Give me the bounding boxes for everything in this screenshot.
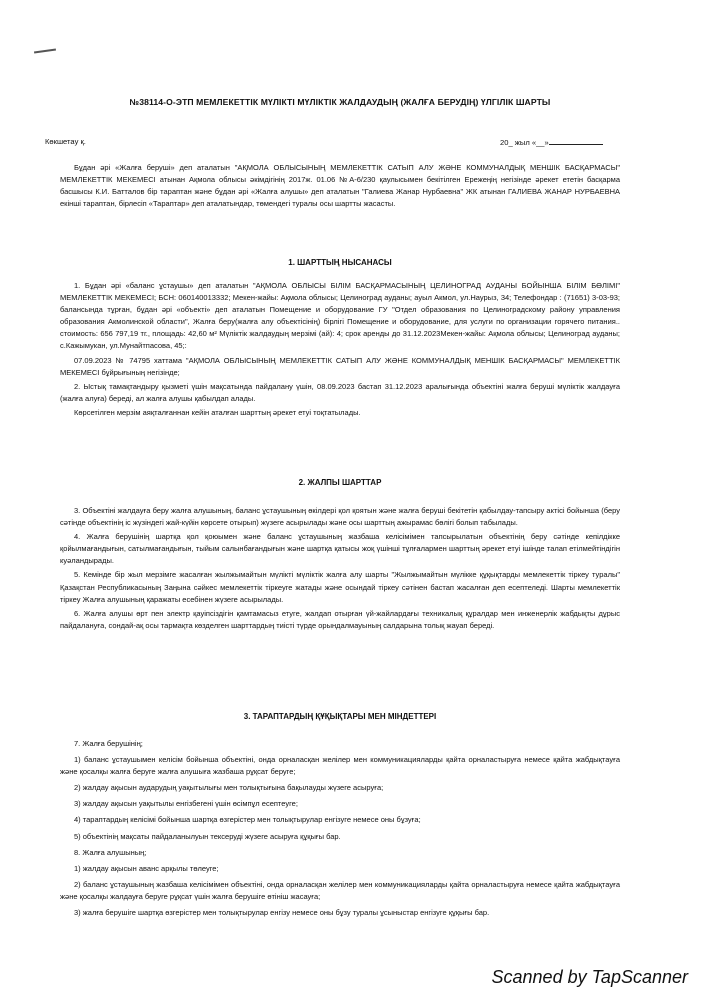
- section-1-body: [60, 280, 620, 421]
- rights-item: 1) жалдау ақысын аванс арқылы төлеуге;: [74, 863, 219, 873]
- clause-2-term-end: Көрсетілген мерзім аяқталғаннан кейін аталған шарттың әрекет етуі тоқтатылады.: [74, 407, 361, 417]
- clause-3: 3. Объектіні жалдауға беру жалға алушының, баланс ұстаушының өкілдері қол қоятын және жалға беруші бекітетін қабылдау-тапсыру актісі бойынша (беру сәтінде объектінің іс жүзіндегі жай-күйін көрсете отырып) жүзеге асырылады және осы шарттың ажырамас бөлігі болып табылады.: [60, 506, 620, 528]
- date-line: [500, 137, 603, 147]
- clause-2: 2. Ыстық тамақтандыру қызметі үшін мақсатында пайдалану үшін, 08.09.2023 бастап 31.12.2023 аралығында объектіні жалға беруші мүліктік жалдауға (жалға алуға) береді, ал жалға алушы қабылдап алады.: [60, 381, 620, 403]
- clause-5: 5. Кемінде бір жыл мерзімге жасалған жылжымайтын мүлікті мүліктік жалға алу шарты "Жылжымайтын мүлікке құқықтарды мемлекеттік тіркеу туралы" Қазақстан Республикасының Заңына сәйкес мемлекеттік тіркеуге жатады және осындай тіркеу сәтінен бастап жасалған деп есептеледі. Шарты мемлекеттік тіркеу Жалға алушының қаражаты есебінен жүзеге асырылады.: [60, 570, 620, 604]
- section-2-body: [60, 505, 620, 634]
- city-label: Көкшетау қ.: [45, 137, 86, 146]
- section-2-heading: 2. ЖАЛПЫ ШАРТТАР: [298, 478, 382, 487]
- rights-item: 7. Жалға берушінің;: [74, 739, 143, 748]
- scanner-watermark: Scanned by TapScanner: [491, 967, 688, 987]
- section-3-body: [60, 738, 620, 923]
- rights-item: 2) баланс ұстаушының жазбаша келісімімен объектіні, онда орналасқан желілер мен коммуникацияларды қайта орналастыруға немесе қайта жабдықтауға және қосалқы жалдауға беруге рұқсат үшін жалға берушіге өтініш жасауға;: [60, 879, 620, 901]
- rights-item: 4) тараптардың келісімі бойынша шартқа өзгерістер мен толықтырулар енгізуге немесе оны бұзуға;: [74, 815, 421, 825]
- clause-1: 1. Бұдан әрі «баланс ұстаушы» деп аталатын "АҚМОЛА ОБЛЫСЫ БІЛІМ БАСҚАРМАСЫНЫҢ ЦЕЛИНОГРАД АУДАНЫ БОЙЫНША БІЛІМ БӨЛІМІ" МЕМЛЕКЕТТІК МЕКЕМЕСІ; БСН: 060140013332; Мекен-жайы: Ақмола облысы; Целиноград ауданы; ауыл Акмол, ул.Наурыз, 34; Телефондар : (71651) 3-03-93; балансында тұрған, бұдан әрі «объекті» деп аталатын Помещение и оборудование ГУ "Отдел образования по Целиноградскому району управления образования Акмолинской области", Жалға беру(жалға алу объектісінің) бірлігі Помещение и оборудование, для услуги по организации горячего питания.. стоимость: 656 797,19 тг., площадь: 42,60 м² Мүліктік жалдаудың мерзімі (ай): 4; срок аренды до 31.12.2023Мекен-жайы: Ақмола облысы; Целиноград ауданы; с.Кажымукан, ул.Мунайтпасова, 45;:: [60, 281, 620, 351]
- intro-paragraph: [60, 162, 620, 212]
- rights-item: 3) жалға берушіге шартқа өзгерістер мен толықтырулар енгізу немесе оны бұзу туралы ұсыныстар енгізуге құқығы бар.: [74, 908, 490, 918]
- date-text: 20_ жыл «__»: [500, 138, 549, 147]
- date-blank: [549, 137, 603, 145]
- rights-item: 8. Жалға алушының;: [74, 847, 147, 857]
- clause-6: 6. Жалға алушы өрт пен электр қауіпсіздігін қамтамасыз етуге, жалдап отырған үй-жайлардағы техникалық құралдар мен инженерлік жабдықты дұрыс пайдалануға, сондай-ақ осы тармақта көзделген шарттардың тиісті түрде орындалмауының салдарына толық жауап береді.: [60, 608, 620, 630]
- intro-text: Бұдан әрі «Жалға беруші» деп аталатын "АҚМОЛА ОБЛЫСЫНЫҢ МЕМЛЕКЕТТІК САТЫП АЛУ ЖӘНЕ КОММУНАЛДЫҚ МЕНШІК БАСҚАРМАСЫ" МЕМЛЕКЕТТІК МЕКЕМЕСІ атынан Ақмола облысы әкімдігінің 2017ж. 01.06 №А-6/230 қаулысымен бекітілген Ережеңің негізінде әрекет ететін басқарма басшысы К.И. Батталов бір тараптан және бұдан әрі «Жалға алушы» деп аталатын "Галиева Жанар Нурбаевна" ЖК атынан ГАЛИЕВА ЖАНАР НУРБАЕВНА екінші тараптан, бірлесіп «Тараптар» деп аталатындар, төмендегі туралы осы шартты жасасты.: [60, 163, 620, 209]
- rights-item: 1) баланс ұстаушымен келісім бойынша объектіні, онда орналасқан желілер мен коммуникацияларды қайта орналастыруға немесе қайта жабдықтауға және қосалқы жалға беруге жалға алушыға жазбаша рұқсат беруге;: [60, 755, 620, 777]
- clause-4: 4. Жалға берушінің шартқа қол қоюымен және баланс ұстаушының жазбаша келісімімен тапсырылатын объектінің беру сәтінде кепілдікке қойылмағандығын, сатылмағандығын, тыйым салынбағандығын және шартқа қатысы жоқ үшінші тұлғалармен шарттың әрекет етуі ішінде талап етілмейтіндігін куәландырады.: [60, 532, 620, 566]
- section-3-heading: 3. ТАРАПТАРДЫҢ ҚҰҚЫҚТАРЫ МЕН МІНДЕТТЕРІ: [243, 712, 437, 721]
- pen-mark: [34, 48, 56, 53]
- section-1-heading: 1. ШАРТТЫҢ НЫСАНАСЫ: [288, 258, 392, 267]
- rights-item: 5) объектінің мақсаты пайдаланылуын тексеруді жүзеге асыруға құқығы бар.: [74, 831, 341, 841]
- rights-item: 2) жалдау ақысын аударудың уақытылығы мен толықтығына бақылауды жүзеге асыруға;: [74, 783, 384, 793]
- clause-1-basis: 07.09.2023 № 74795 хаттама "АҚМОЛА ОБЛЫСЫНЫҢ МЕМЛЕКЕТТІК САТЫП АЛУ ЖӘНЕ КОММУНАЛДЫҚ МЕНШІК БАСҚАРМАСЫ" МЕМЛЕКЕТТІК МЕКЕМЕСІ бұйрығының негізінде;: [60, 355, 620, 377]
- rights-item: 3) жалдау ақысын уақытылы енгізбегені үшін өсімпұл есептеуге;: [74, 799, 298, 809]
- document-title: №38114-О-ЭТП МЕМЛЕКЕТТІК МҮЛІКТІ МҮЛІКТІК ЖАЛДАУДЫҢ (ЖАЛҒА БЕРУДІҢ) ҮЛГІЛІК ШАРТЫ: [129, 97, 551, 107]
